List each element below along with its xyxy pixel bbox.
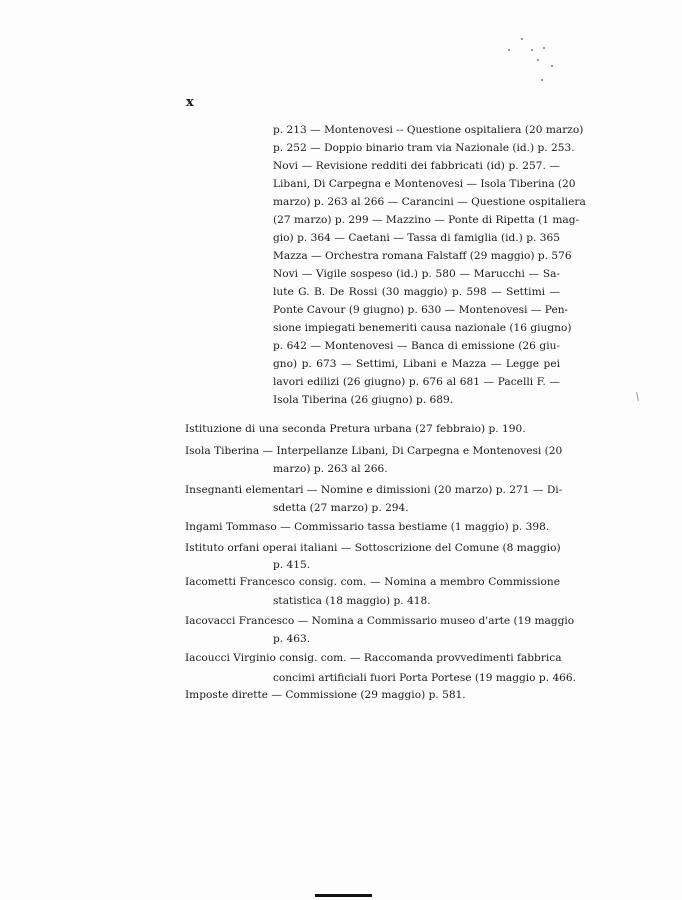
index-line: Ponte Cavour (9 giugno) p. 630 — Montenovesi — Pen- <box>273 304 569 316</box>
bottom-rule <box>315 894 372 897</box>
index-entry-heading: Iacometti Francesco consig. com. — Nomina a membro Commissione <box>185 576 560 588</box>
index-line: statistica (18 maggio) p. 418. <box>273 595 431 607</box>
index-entry-heading: Ingami Tommaso — Commissario tassa bestiame (1 maggio) p. 398. <box>185 521 550 533</box>
index-line: p. 213 — Montenovesi -- Questione ospitaliera (20 marzo) <box>273 124 584 136</box>
index-line: p. 642 — Montenovesi — Banca di emissione (26 giu- <box>273 340 560 352</box>
index-line: marzo) p. 263 al 266. <box>273 463 388 475</box>
index-line: p. 252 — Doppio binario tram via Nazionale (id.) p. 253. <box>273 142 575 154</box>
index-entry-heading: Istituto orfani operai italiani — Sottoscrizione del Comune (8 maggio) <box>185 542 561 554</box>
paper-mark <box>636 392 639 401</box>
index-line: p. 415. <box>273 559 311 571</box>
index-line: lavori edilizi (26 giugno) p. 676 al 681 — Pacelli F. — <box>273 376 560 388</box>
index-line: (27 marzo) p. 299 — Mazzino — Ponte di Ripetta (1 mag- <box>273 214 580 226</box>
index-entry-heading: Insegnanti elementari — Nomine e dimissioni (20 marzo) p. 271 — Di- <box>185 484 563 496</box>
index-line: Isola Tiberina (26 giugno) p. 689. <box>273 394 454 406</box>
index-entry-heading: Iacoucci Virginio consig. com. — Raccomanda provvedimenti fabbrica <box>185 652 562 664</box>
index-line: marzo) p. 263 al 266 — Carancini — Questione ospitaliera <box>273 196 586 208</box>
index-line: gio) p. 364 — Caetani — Tassa di famiglia (id.) p. 365 <box>273 232 560 244</box>
index-line: Novi — Vigile sospeso (id.) p. 580 — Marucchi — Sa- <box>273 268 560 280</box>
index-line: gno) p. 673 — Settimi, Libani e Mazza — Legge pei <box>273 358 560 370</box>
index-line: p. 463. <box>273 633 311 645</box>
index-line: Libani, Di Carpegna e Montenovesi — Isola Tiberina (20 <box>273 178 576 190</box>
index-entry-heading: Istituzione di una seconda Pretura urbana (27 febbraio) p. 190. <box>185 423 526 435</box>
index-entry-heading: Isola Tiberina — Interpellanze Libani, Di Carpegna e Montenovesi (20 <box>185 445 563 457</box>
index-entry-heading: Iacovacci Francesco — Nomina a Commissario museo d'arte (19 maggio <box>185 615 575 627</box>
index-line: sione impiegati benemeriti causa nazionale (16 giugno) <box>273 322 572 334</box>
index-line: Mazza — Orchestra romana Falstaff (29 maggio) p. 576 <box>273 250 572 262</box>
page-marker: x <box>186 95 194 110</box>
index-line: concimi artificiali fuori Porta Portese (19 maggio p. 466. <box>273 672 577 684</box>
index-line: Novi — Revisione redditi dei fabbricati (id) p. 257. — <box>273 160 560 172</box>
paper-specks <box>505 35 565 95</box>
index-entry-heading: Imposte dirette — Commissione (29 maggio) p. 581. <box>185 689 466 701</box>
index-line: sdetta (27 marzo) p. 294. <box>273 502 409 514</box>
index-line: lute G. B. De Rossi (30 maggio) p. 598 — Settimi — <box>273 286 560 298</box>
